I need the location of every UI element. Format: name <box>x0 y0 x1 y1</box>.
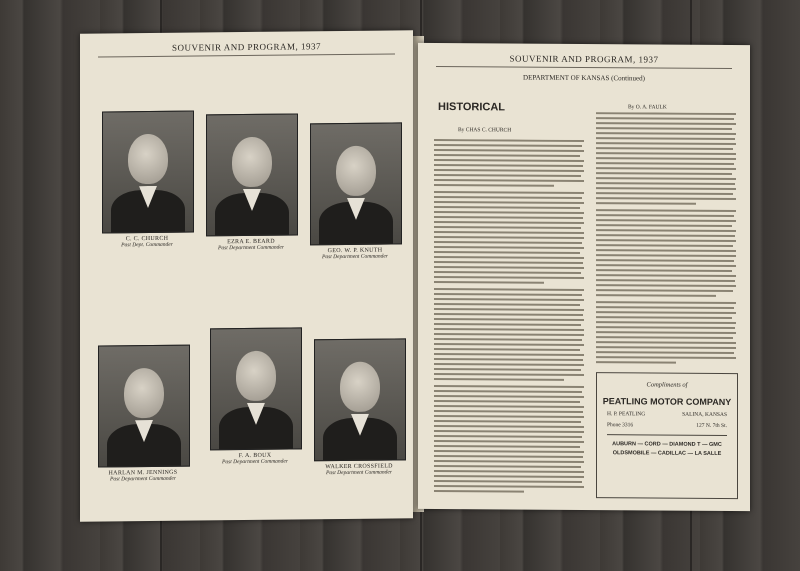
head-rule <box>98 53 395 57</box>
portrait-card <box>314 338 404 476</box>
portrait-photo <box>102 111 194 234</box>
head-rule <box>436 66 732 69</box>
portrait-card <box>102 111 192 249</box>
ad-brands-line-1: AUBURN — CORD — DIAMOND T — GMC <box>612 441 722 448</box>
portrait-photo <box>98 345 190 468</box>
portrait-photo <box>310 122 402 245</box>
ad-compliments: Compliments of <box>646 381 688 389</box>
portrait-card <box>210 327 300 465</box>
portrait-card <box>206 113 296 251</box>
byline: By CHAS C. CHURCH <box>458 127 512 134</box>
running-head: SOUVENIR AND PROGRAM, 1937 <box>171 41 321 53</box>
person-role: Past Department Commander <box>326 469 392 477</box>
person-name: EZRA E. BEARD <box>227 238 275 246</box>
byline: By O. A. FAULK <box>628 104 667 111</box>
left-page <box>80 30 413 521</box>
portrait-card <box>310 122 400 260</box>
running-head: SOUVENIR AND PROGRAM, 1937 <box>509 53 659 65</box>
person-name: F. A. BOUX <box>238 452 272 460</box>
ad-phone: Phone 3316 <box>607 422 634 429</box>
section-title: HISTORICAL <box>438 100 506 114</box>
peatling-motor-ad <box>596 372 738 499</box>
portrait-card <box>98 345 188 483</box>
person-role: Past Dept. Commander <box>121 241 173 249</box>
ad-owner: H. P. PEATLING <box>607 411 646 418</box>
department-heading: DEPARTMENT OF KANSAS (Continued) <box>523 73 645 83</box>
article-text-left-column <box>434 139 584 500</box>
person-role: Past Department Commander <box>218 244 284 252</box>
portrait-photo <box>206 113 298 236</box>
ad-brands-line-2: OLDSMOBILE — CADILLAC — LA SALLE <box>612 450 722 457</box>
person-role: Past Department Commander <box>222 458 288 466</box>
person-role: Past Department Commander <box>322 253 388 261</box>
person-role: Past Department Commander <box>110 475 176 483</box>
person-name: C. C. CHURCH <box>125 235 169 243</box>
ad-address: 127 N. 7th St. <box>696 422 727 429</box>
ad-row-owner <box>597 411 737 418</box>
portrait-photo <box>314 338 406 461</box>
person-name: HARLAN M. JENNINGS <box>108 469 178 477</box>
ad-row-contact <box>597 422 737 429</box>
portrait-photo <box>210 327 302 450</box>
ad-divider <box>607 434 727 436</box>
right-page <box>418 43 750 511</box>
ad-city: SALINA, KANSAS <box>682 411 727 418</box>
article-text-right-column <box>596 112 736 368</box>
person-name: WALKER CROSSFIELD <box>325 463 393 471</box>
person-name: GEO. W. P. KNUTH <box>327 247 383 255</box>
ad-company-name: PEATLING MOTOR COMPANY <box>602 396 732 408</box>
